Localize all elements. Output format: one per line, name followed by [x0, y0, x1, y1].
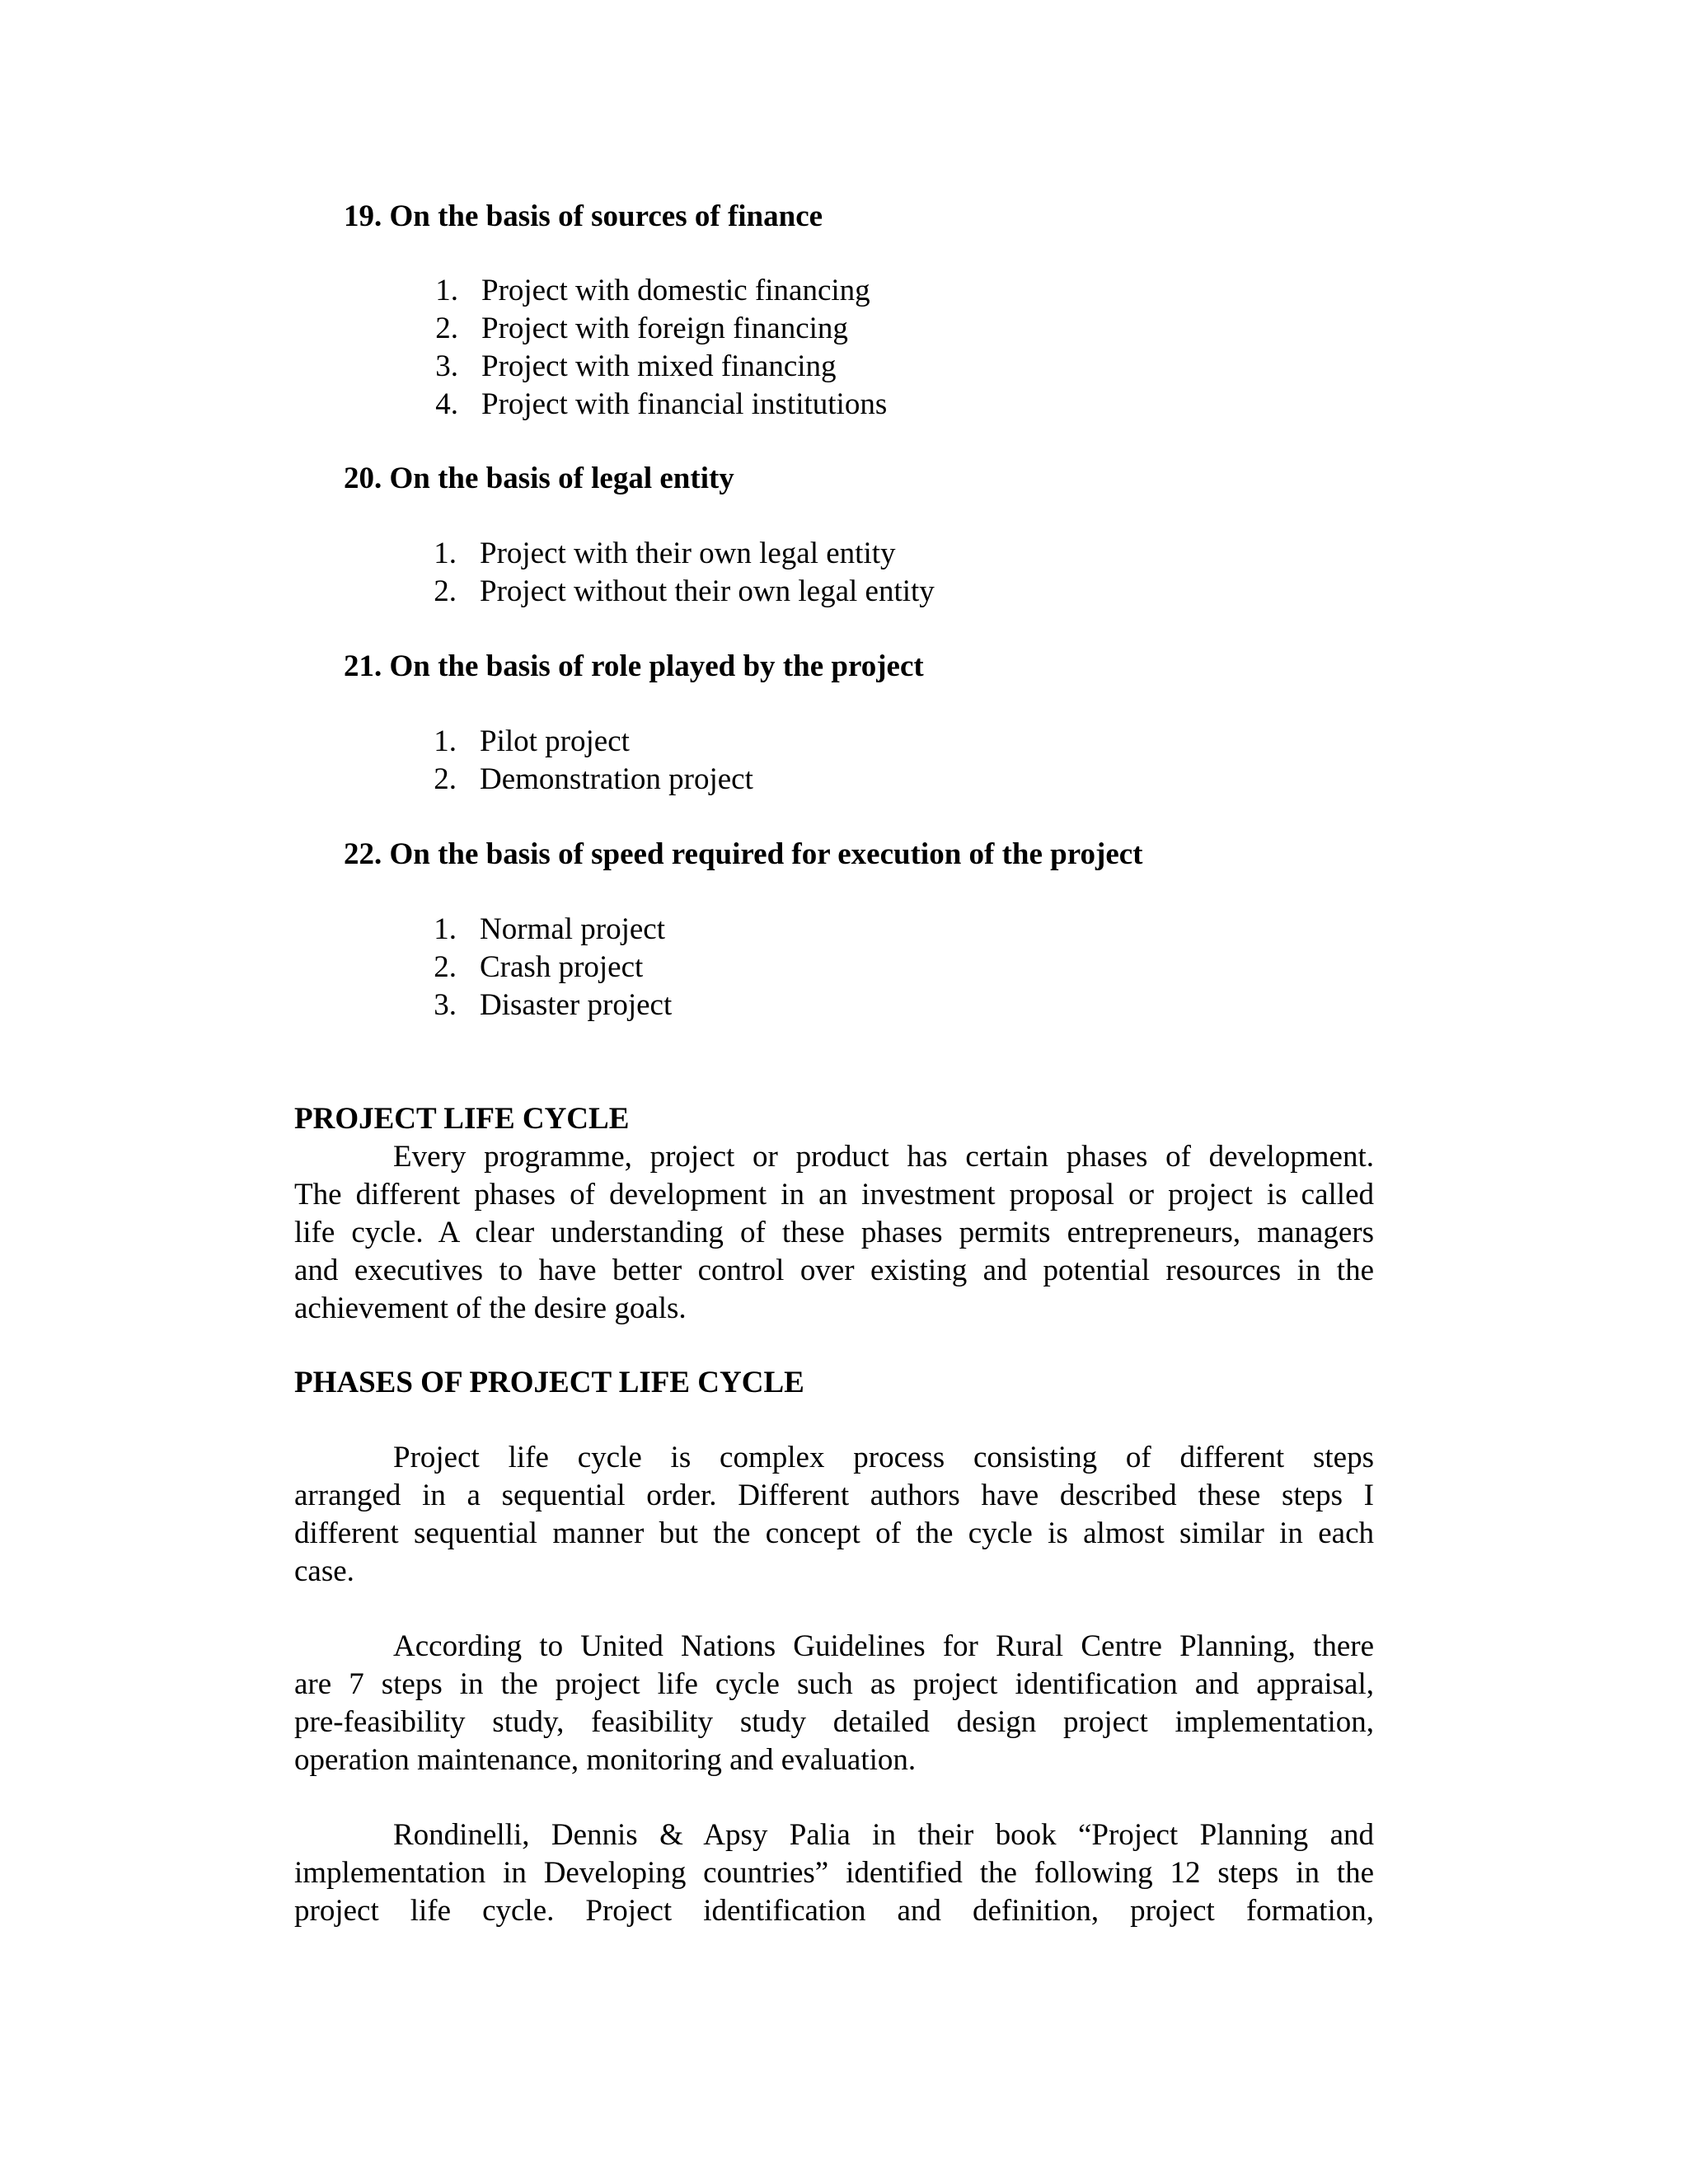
section-heading-21: 21. On the basis of role played by the project [344, 649, 924, 683]
phases-paragraph-1: Project life cycle is complex process consisting of different steps arranged in a sequential order. Different authors have described these steps I different sequential manner but the concept of the cycle is almost similar in each case. [294, 1441, 1374, 1588]
phases-paragraph-2: According to United Nations Guidelines for Rural Centre Planning, there are 7 steps in the project life cycle such as project identification and appraisal, pre-feasibility study, feasibility study detailed design project implementation, operation maintenance, monitoring and evaluation. [294, 1629, 1374, 1777]
document-page: 19. On the basis of sources of finance 1. Project with domestic financing 2. Project with foreign financing 3. Project with mixed financing 4. Project with financial institutions 20. On the basis of legal entity 1. Project with their own legal entity 2. Project without their own legal entity 21. On the basis of role played by the project 1. Pilot project 2. Demonstration project 22. On the basis of speed required for execution of the project 1. Normal project 2. Crash project 3. Disaster project PROJECT LIFE CYCLE Every programme, project or product has certain phases of development. The different phases of development in an investment proposal or project is called life cycle. A clear understanding of these phases permits entrepreneurs, managers and executives to have better control over existing and potential resources in the achievement of the desire goals. PHASES OF PROJECT LIFE CYCLE Project life cycle is complex process consisting of different steps arranged in a sequential order. Different authors have described these steps I different sequential manner but the concept of the cycle is almost similar in each case. According to United Nations Guidelines for Rural Centre Planning, there are 7 steps in the project life cycle such as project identification and appraisal, pre-feasibility study, feasibility study detailed design project implementation, operation maintenance, monitoring and evaluation. Rondinelli, Dennis & Apsy Palia in their book “Project Planning and implementation in Developing countries” identified the following 12 steps in the project life cycle. Project identification and definition, project formation, [0, 0, 1688, 2184]
section-heading-22: 22. On the basis of speed required for execution of the project [344, 837, 1143, 871]
phases-paragraph-3: Rondinelli, Dennis & Apsy Palia in their book “Project Planning and implementation in Developing countries” identified the following 12 steps in the project life cycle. Project identification and definition, project formation, [294, 1818, 1374, 1928]
section-heading-20: 20. On the basis of legal entity [344, 462, 734, 495]
section-heading-19: 19. On the basis of sources of finance [344, 199, 823, 233]
project-life-cycle-heading: PROJECT LIFE CYCLE [294, 1102, 630, 1136]
project-life-cycle-paragraph: Every programme, project or product has certain phases of development. The different phases of development in an investment proposal or project is called life cycle. A clear understanding of these phases permits entrepreneurs, managers and executives to have better control over existing and potential resources in the achievement of the desire goals. [294, 1140, 1374, 1325]
phases-heading: PHASES OF PROJECT LIFE CYCLE [294, 1366, 804, 1399]
